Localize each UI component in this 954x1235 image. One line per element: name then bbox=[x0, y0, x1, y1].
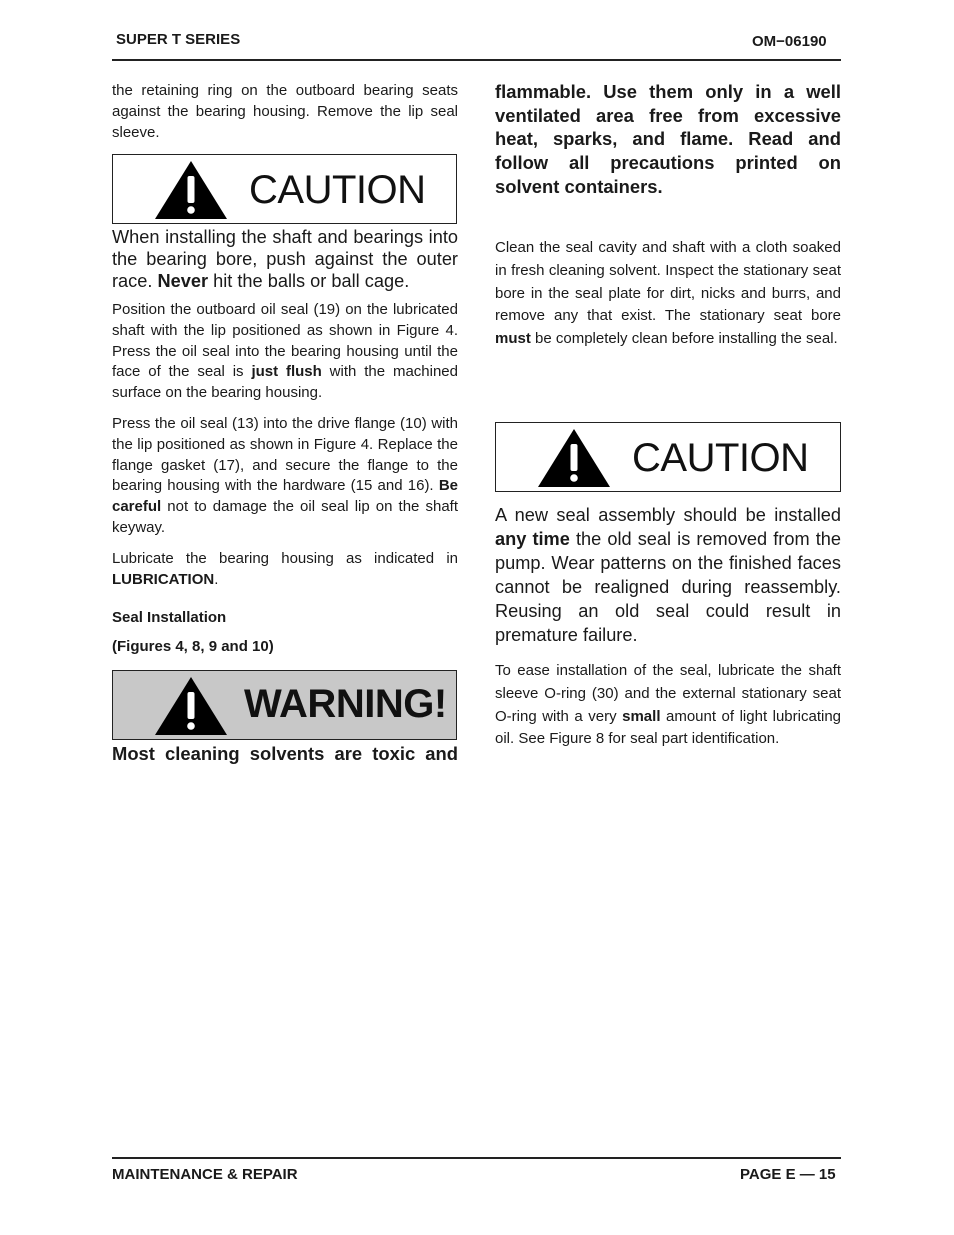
warning-box bbox=[112, 670, 457, 740]
caution-box-2 bbox=[495, 422, 841, 492]
warning-text-start: Most cleaning solvents are toxic and bbox=[112, 743, 458, 764]
exclamation-triangle-icon bbox=[153, 159, 229, 221]
paragraph-retaining-ring: the retaining ring on the outboard bearing seats against the bearing housing. Remove the lip seal sleeve. bbox=[112, 82, 458, 141]
section-title: Seal Installation bbox=[112, 609, 227, 626]
footer-page-number: PAGE E — 15 bbox=[740, 1166, 836, 1183]
warning-label: WARNING! bbox=[244, 682, 447, 726]
footer-section: MAINTENANCE & REPAIR bbox=[112, 1166, 298, 1183]
caution-text-1: When installing the shaft and bearings into the bearing bore, push against the outer race. Never hit the balls or ball cage. bbox=[112, 227, 458, 291]
paragraph-drive-flange-seal: Press the oil seal (13) into the drive flange (10) with the lip positioned as shown in Figure 4. Replace the flange gasket (17), and secure the flange to the bearing housing with the hardware (15 and 16). Be careful not to damage the oil seal lip on the shaft keyway. bbox=[112, 415, 458, 536]
paragraph-outboard-oil-seal: Position the outboard oil seal (19) on the lubricated shaft with the lip positioned as shown in Figure 4. Press the oil seal into the bearing housing until the face of the seal is just flush with the machined surface on the bearing housing. bbox=[112, 301, 458, 402]
caution-label-1: CAUTION bbox=[249, 168, 426, 212]
paragraph-ease-installation: To ease installation of the seal, lubricate the shaft sleeve O-ring (30) and the external stationary seat O-ring with a very small amount of light lubricating oil. See Figure 8 for seal part identification. bbox=[495, 662, 841, 748]
footer-rule bbox=[112, 1157, 841, 1159]
section-figures: (Figures 4, 8, 9 and 10) bbox=[112, 638, 274, 655]
header-doc-number: OM−06190 bbox=[752, 33, 827, 50]
caution-text-2: A new seal assembly should be installed any time the old seal is removed from the pump. Wear patterns on the finished faces cannot be realigned during reassembly. Reusing an old seal could result in premature failure. bbox=[495, 505, 842, 645]
warning-text-continued: flammable. Use them only in a well ventilated area free from excessive heat, sparks, and flame. Read and follow all precautions printed on solvent containers. bbox=[495, 81, 841, 197]
exclamation-triangle-icon bbox=[153, 675, 229, 737]
header-rule bbox=[112, 59, 841, 61]
header-series: SUPER T SERIES bbox=[116, 31, 241, 48]
exclamation-triangle-icon bbox=[536, 427, 612, 489]
caution-label-2: CAUTION bbox=[632, 436, 809, 480]
paragraph-lubricate-housing: Lubricate the bearing housing as indicated in LUBRICATION. bbox=[112, 550, 458, 588]
caution-box-1 bbox=[112, 154, 457, 224]
paragraph-clean-seal-cavity: Clean the seal cavity and shaft with a cloth soaked in fresh cleaning solvent. Inspect the stationary seat bore in the seal plate for dirt, nicks and burrs, and remove any that exist. The stationary seat bore must be completely clean before installing the seal. bbox=[495, 239, 841, 348]
